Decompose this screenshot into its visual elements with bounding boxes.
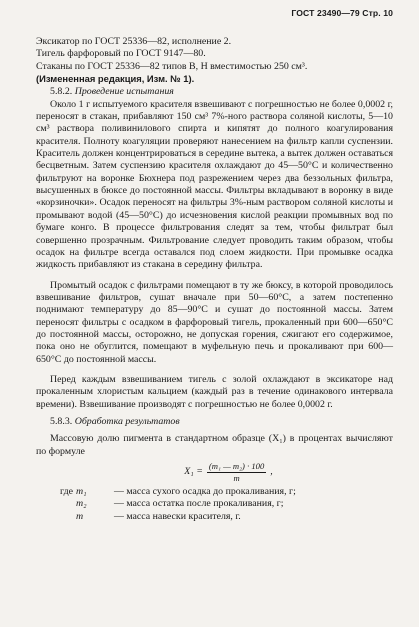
legend-text: — масса остатка после прокаливания, г; xyxy=(114,498,284,510)
procedure-paragraph-2: Промытый осадок с фильтрами помещают в ту же бюксу, в которой проводилось взвешивание фильтров, сушат вначале при 50—60°С, а затем постепенно поднимают температуру до 85—90°С и сушат до постоянной массы. Затем переносят фильтры с осадком в фарфоровый тигель, прокаленный при 600—650°С до постоянной массы, осторожно, не допуская горения, сжигают его содержимое, пока оно не обуглится, помещают в муфельную печь и прокаливают при 600—650°С до постоянной массы. xyxy=(36,279,393,365)
section-title: Проведение испытания xyxy=(74,86,174,98)
legend-symbol: m₁ xyxy=(76,486,87,497)
legend-row xyxy=(36,498,393,510)
formula-lhs: X₁ = xyxy=(184,466,203,478)
legend-symbol: m xyxy=(76,510,84,522)
equipment-line-2: Тигель фарфоровый по ГОСТ 9147—80. xyxy=(36,48,206,60)
legend-row xyxy=(36,511,393,523)
page-header: ГОСТ 23490—79 Стр. 10 xyxy=(291,8,393,18)
equipment-line-1: Эксикатор по ГОСТ 25336—82, исполнение 2. xyxy=(36,36,232,47)
page-content xyxy=(36,36,393,523)
formula-denominator: m xyxy=(233,473,240,483)
legend-symbol: m₂ xyxy=(76,498,87,510)
section-5-8-3-heading xyxy=(36,416,393,428)
edition-note: (Измененная редакция, Изм. № 1). xyxy=(36,73,195,85)
formula-fraction xyxy=(207,461,266,484)
section-number: 5.8.2. xyxy=(50,86,73,98)
formula-tail: , xyxy=(270,466,273,478)
formula-numerator: (m₁ — m₂) · 100 xyxy=(208,461,265,471)
equipment-line-3: Стаканы по ГОСТ 25336—82 типов В, Н вместимостью 250 см³. xyxy=(36,60,308,72)
formula-legend xyxy=(36,486,393,523)
section-number: 5.8.3. xyxy=(50,415,73,427)
procedure-paragraph-1: Около 1 г испытуемого красителя взвешивают с погрешностью не более 0,0002 г, переносят в стакан, прибавляют 150 см³ 7%-ного раствора соляной кислоты, 5—10 см³ раствора поливинилового спирта и кипятят до полного коагулирования красителя. Полноту коагуляции проверяют нанесением на фильтр капли суспензии. Краситель должен концентрироваться в середине вытека, а вытек должен оставаться бесцветным. Затем суспензию красителя охлаждают до 45—50°С и количественно фильтруют на воронке Бюхнера под разрежением через два беззольных фильтра, высушенных в бюксе до постоянной массы. Фильтры вкладывают в воронку в виде «корзиночки». Осадок переносят на фильтры 3%-ным раствором соляной кислоты и промывают водой (45—50°С) до исчезновения кислой реакции промывных вод по бумаге конго. В процессе фильтрования следят за тем, чтобы фильтрат был совершенно прозрачным. Фильтрование следует проводить таким образом, чтобы осадок на фильтре всегда оставался под слоем жидкости. При промывке осадка жидкость прибавляют из стакана в середину фильтра. xyxy=(36,98,393,271)
legend-where: где xyxy=(60,486,73,497)
pigment-formula xyxy=(64,461,393,484)
section-title: Обработка результатов xyxy=(74,415,180,427)
procedure-paragraph-3: Перед каждым взвешиванием тигель с золой охлаждают в эксикаторе над прокаленным хлористым кальцием (каждый раз в течение одинакового интервала времени). Взвешивание производят с погрешностью не более 0,0002 г. xyxy=(36,373,393,410)
legend-text: — масса сухого осадка до прокаливания, г; xyxy=(114,486,296,497)
legend-text: — масса навески красителя, г. xyxy=(114,510,241,522)
section-5-8-2-heading xyxy=(36,86,393,98)
legend-row xyxy=(36,486,393,498)
calculation-paragraph: Массовую долю пигмента в стандартном образце (X₁) в процентах вычисляют по формуле xyxy=(36,433,393,457)
